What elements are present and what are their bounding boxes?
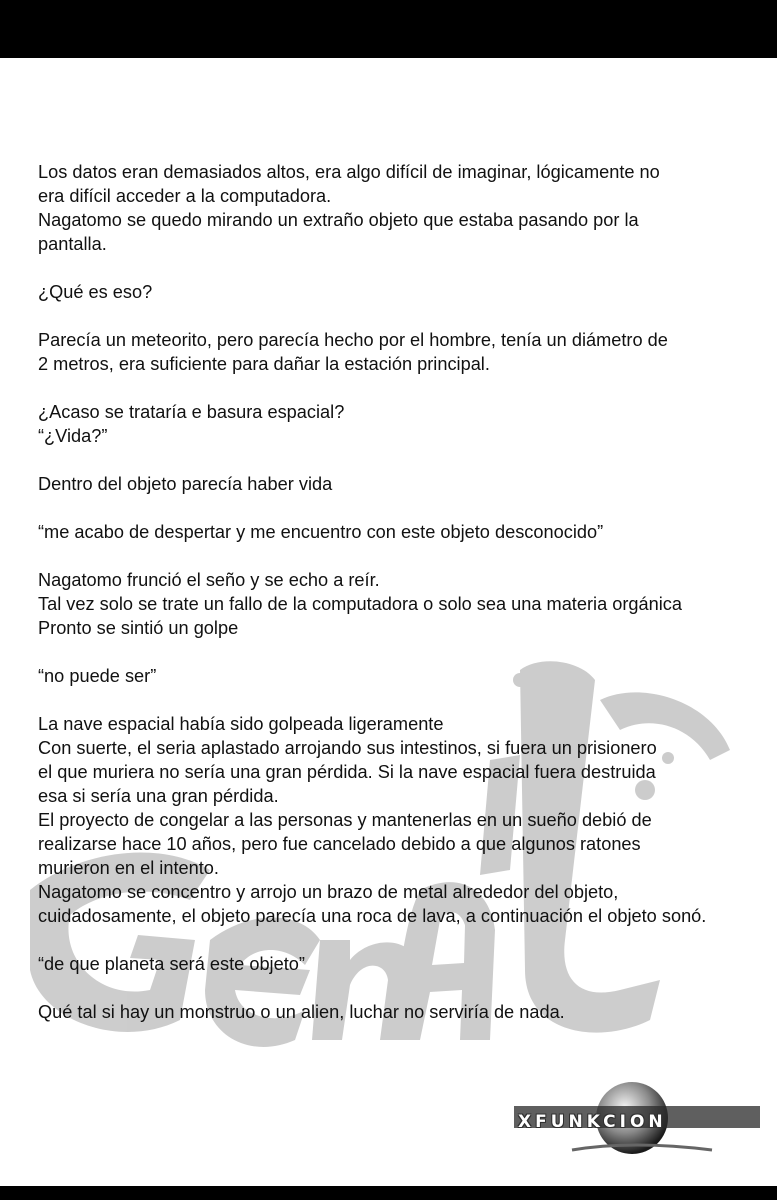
paragraph: “no puede ser” xyxy=(38,666,157,686)
paragraph: ¿Acaso se trataría e basura espacial? “¿Vida?” xyxy=(38,402,345,446)
paragraph: Dentro del objeto parecía haber vida xyxy=(38,474,333,494)
logo-text: XFUNKCION xyxy=(518,1112,667,1132)
paragraph: “de que planeta será este objeto” xyxy=(38,954,305,974)
paragraph: La nave espacial había sido golpeada ligeramente Con suerte, el seria aplastado arrojando sus intestinos, si fuera un prisionero el que muriera no sería una gran pérdida. Si la nave espacial fuera destruida esa si sería una gran pérdida. El proyecto de congelar a las personas y mantenerlas en un sueño debió de realizarse hace 10 años, pero fue cancelado debido a que algunos ratones murieron en el intento. Nagatomo se concentro y arrojo un brazo de metal alrededor del objeto, cuidadosamente, el objeto parecía una roca de lava, a continuación el objeto sonó. xyxy=(38,714,707,926)
top-scan-border xyxy=(0,0,777,58)
paragraph: ¿Qué es eso? xyxy=(38,282,153,302)
paragraph: Los datos eran demasiados altos, era algo difícil de imaginar, lógicamente no era difícil acceder a la computadora. Nagatomo se quedo mirando un extraño objeto que estaba pasando por la pantalla. xyxy=(38,162,660,254)
paragraph: Parecía un meteorito, pero parecía hecho por el hombre, tenía un diámetro de 2 metros, era suficiente para dañar la estación principal. xyxy=(38,330,668,374)
paragraph: Nagatomo frunció el seño y se echo a reír. Tal vez solo se trate un fallo de la computadora o solo sea una materia orgánica Pronto se sintió un golpe xyxy=(38,570,683,638)
paragraph: Qué tal si hay un monstruo o un alien, luchar no serviría de nada. xyxy=(38,1002,565,1022)
paragraph: “me acabo de despertar y me encuentro con este objeto desconocido” xyxy=(38,522,604,542)
bottom-scan-border xyxy=(0,1186,777,1200)
story-text xyxy=(38,160,776,1048)
